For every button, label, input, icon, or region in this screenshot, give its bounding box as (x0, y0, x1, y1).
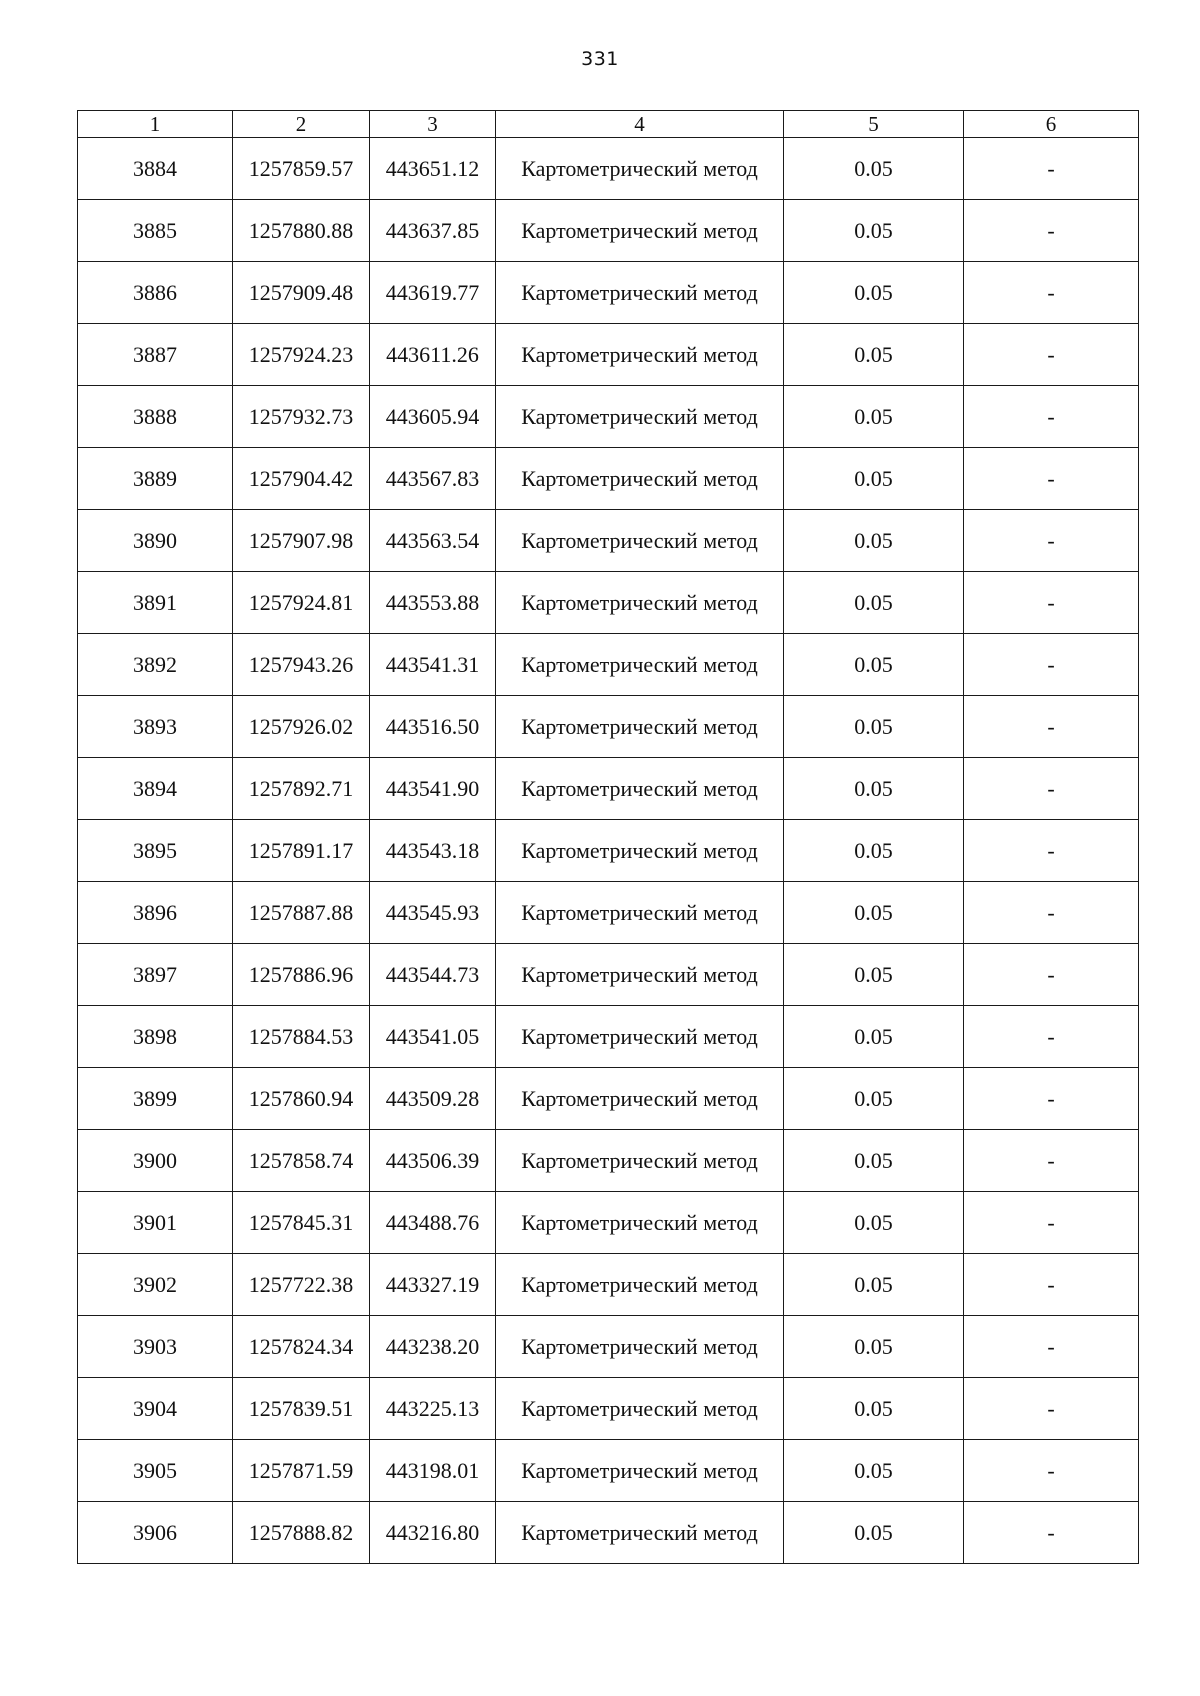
table-row (78, 1254, 1139, 1316)
y-coordinate-cell: 443506.39 (370, 1130, 496, 1192)
x-coordinate-cell: 1257907.98 (233, 510, 370, 572)
y-coordinate-cell: 443488.76 (370, 1192, 496, 1254)
method-cell: Картометрический метод (496, 944, 784, 1006)
method-cell: Картометрический метод (496, 138, 784, 200)
table-row (78, 1440, 1139, 1502)
y-coordinate-cell: 443238.20 (370, 1316, 496, 1378)
note-cell: - (964, 262, 1139, 324)
table-row (78, 1502, 1139, 1564)
x-coordinate-cell: 1257845.31 (233, 1192, 370, 1254)
table-row (78, 138, 1139, 200)
note-cell: - (964, 1316, 1139, 1378)
point-number-cell: 3899 (78, 1068, 233, 1130)
point-number-cell: 3892 (78, 634, 233, 696)
method-cell: Картометрический метод (496, 324, 784, 386)
y-coordinate-cell: 443544.73 (370, 944, 496, 1006)
y-coordinate-cell: 443541.05 (370, 1006, 496, 1068)
x-coordinate-cell: 1257909.48 (233, 262, 370, 324)
note-cell: - (964, 572, 1139, 634)
x-coordinate-cell: 1257858.74 (233, 1130, 370, 1192)
accuracy-cell: 0.05 (784, 262, 964, 324)
x-coordinate-cell: 1257926.02 (233, 696, 370, 758)
y-coordinate-cell: 443553.88 (370, 572, 496, 634)
point-number-cell: 3887 (78, 324, 233, 386)
y-coordinate-cell: 443225.13 (370, 1378, 496, 1440)
method-cell: Картометрический метод (496, 820, 784, 882)
column-header: 5 (784, 111, 964, 138)
note-cell: - (964, 634, 1139, 696)
point-number-cell: 3897 (78, 944, 233, 1006)
x-coordinate-cell: 1257880.88 (233, 200, 370, 262)
accuracy-cell: 0.05 (784, 1316, 964, 1378)
y-coordinate-cell: 443637.85 (370, 200, 496, 262)
column-header: 4 (496, 111, 784, 138)
x-coordinate-cell: 1257891.17 (233, 820, 370, 882)
accuracy-cell: 0.05 (784, 1192, 964, 1254)
x-coordinate-cell: 1257886.96 (233, 944, 370, 1006)
column-header: 2 (233, 111, 370, 138)
x-coordinate-cell: 1257904.42 (233, 448, 370, 510)
table-row (78, 696, 1139, 758)
point-number-cell: 3890 (78, 510, 233, 572)
table-body (78, 138, 1139, 1564)
note-cell: - (964, 1192, 1139, 1254)
accuracy-cell: 0.05 (784, 944, 964, 1006)
note-cell: - (964, 758, 1139, 820)
accuracy-cell: 0.05 (784, 510, 964, 572)
method-cell: Картометрический метод (496, 696, 784, 758)
point-number-cell: 3889 (78, 448, 233, 510)
note-cell: - (964, 1130, 1139, 1192)
method-cell: Картометрический метод (496, 448, 784, 510)
method-cell: Картометрический метод (496, 386, 784, 448)
table-row (78, 1316, 1139, 1378)
accuracy-cell: 0.05 (784, 1378, 964, 1440)
y-coordinate-cell: 443216.80 (370, 1502, 496, 1564)
y-coordinate-cell: 443567.83 (370, 448, 496, 510)
table-row (78, 1130, 1139, 1192)
table-row (78, 820, 1139, 882)
accuracy-cell: 0.05 (784, 448, 964, 510)
point-number-cell: 3898 (78, 1006, 233, 1068)
note-cell: - (964, 1440, 1139, 1502)
x-coordinate-cell: 1257839.51 (233, 1378, 370, 1440)
method-cell: Картометрический метод (496, 634, 784, 696)
table-row (78, 386, 1139, 448)
x-coordinate-cell: 1257722.38 (233, 1254, 370, 1316)
method-cell: Картометрический метод (496, 758, 784, 820)
note-cell: - (964, 448, 1139, 510)
y-coordinate-cell: 443543.18 (370, 820, 496, 882)
table-row (78, 882, 1139, 944)
y-coordinate-cell: 443545.93 (370, 882, 496, 944)
method-cell: Картометрический метод (496, 1316, 784, 1378)
x-coordinate-cell: 1257859.57 (233, 138, 370, 200)
method-cell: Картометрический метод (496, 200, 784, 262)
x-coordinate-cell: 1257943.26 (233, 634, 370, 696)
note-cell: - (964, 1378, 1139, 1440)
accuracy-cell: 0.05 (784, 324, 964, 386)
table-row (78, 634, 1139, 696)
accuracy-cell: 0.05 (784, 138, 964, 200)
method-cell: Картометрический метод (496, 510, 784, 572)
note-cell: - (964, 324, 1139, 386)
accuracy-cell: 0.05 (784, 386, 964, 448)
accuracy-cell: 0.05 (784, 572, 964, 634)
y-coordinate-cell: 443651.12 (370, 138, 496, 200)
point-number-cell: 3893 (78, 696, 233, 758)
method-cell: Картометрический метод (496, 1254, 784, 1316)
x-coordinate-cell: 1257932.73 (233, 386, 370, 448)
header-row (78, 111, 1139, 138)
table-row (78, 1068, 1139, 1130)
point-number-cell: 3885 (78, 200, 233, 262)
table-row (78, 944, 1139, 1006)
y-coordinate-cell: 443327.19 (370, 1254, 496, 1316)
point-number-cell: 3902 (78, 1254, 233, 1316)
point-number-cell: 3891 (78, 572, 233, 634)
method-cell: Картометрический метод (496, 1006, 784, 1068)
point-number-cell: 3895 (78, 820, 233, 882)
note-cell: - (964, 882, 1139, 944)
point-number-cell: 3906 (78, 1502, 233, 1564)
note-cell: - (964, 1254, 1139, 1316)
accuracy-cell: 0.05 (784, 758, 964, 820)
note-cell: - (964, 1006, 1139, 1068)
point-number-cell: 3896 (78, 882, 233, 944)
x-coordinate-cell: 1257887.88 (233, 882, 370, 944)
point-number-cell: 3900 (78, 1130, 233, 1192)
method-cell: Картометрический метод (496, 572, 784, 634)
y-coordinate-cell: 443619.77 (370, 262, 496, 324)
table-row (78, 200, 1139, 262)
page-number: 331 (581, 48, 619, 70)
table-row (78, 262, 1139, 324)
column-header: 6 (964, 111, 1139, 138)
table-row (78, 1192, 1139, 1254)
y-coordinate-cell: 443541.31 (370, 634, 496, 696)
table-row (78, 510, 1139, 572)
method-cell: Картометрический метод (496, 1378, 784, 1440)
note-cell: - (964, 820, 1139, 882)
x-coordinate-cell: 1257924.23 (233, 324, 370, 386)
point-number-cell: 3905 (78, 1440, 233, 1502)
y-coordinate-cell: 443198.01 (370, 1440, 496, 1502)
y-coordinate-cell: 443541.90 (370, 758, 496, 820)
y-coordinate-cell: 443516.50 (370, 696, 496, 758)
point-number-cell: 3901 (78, 1192, 233, 1254)
y-coordinate-cell: 443563.54 (370, 510, 496, 572)
point-number-cell: 3886 (78, 262, 233, 324)
method-cell: Картометрический метод (496, 882, 784, 944)
table-row (78, 1378, 1139, 1440)
point-number-cell: 3884 (78, 138, 233, 200)
accuracy-cell: 0.05 (784, 1068, 964, 1130)
accuracy-cell: 0.05 (784, 1502, 964, 1564)
column-header: 3 (370, 111, 496, 138)
accuracy-cell: 0.05 (784, 696, 964, 758)
method-cell: Картометрический метод (496, 1130, 784, 1192)
note-cell: - (964, 1068, 1139, 1130)
note-cell: - (964, 200, 1139, 262)
method-cell: Картометрический метод (496, 1440, 784, 1502)
y-coordinate-cell: 443605.94 (370, 386, 496, 448)
table-row (78, 758, 1139, 820)
accuracy-cell: 0.05 (784, 634, 964, 696)
x-coordinate-cell: 1257860.94 (233, 1068, 370, 1130)
table-row (78, 1006, 1139, 1068)
method-cell: Картометрический метод (496, 262, 784, 324)
note-cell: - (964, 386, 1139, 448)
note-cell: - (964, 1502, 1139, 1564)
x-coordinate-cell: 1257824.34 (233, 1316, 370, 1378)
x-coordinate-cell: 1257924.81 (233, 572, 370, 634)
method-cell: Картометрический метод (496, 1192, 784, 1254)
point-number-cell: 3888 (78, 386, 233, 448)
table-header (78, 111, 1139, 138)
table-row (78, 324, 1139, 386)
note-cell: - (964, 696, 1139, 758)
table-row (78, 448, 1139, 510)
method-cell: Картометрический метод (496, 1502, 784, 1564)
point-number-cell: 3903 (78, 1316, 233, 1378)
note-cell: - (964, 510, 1139, 572)
accuracy-cell: 0.05 (784, 882, 964, 944)
method-cell: Картометрический метод (496, 1068, 784, 1130)
point-number-cell: 3894 (78, 758, 233, 820)
x-coordinate-cell: 1257884.53 (233, 1006, 370, 1068)
accuracy-cell: 0.05 (784, 1440, 964, 1502)
accuracy-cell: 0.05 (784, 1130, 964, 1192)
point-number-cell: 3904 (78, 1378, 233, 1440)
note-cell: - (964, 944, 1139, 1006)
accuracy-cell: 0.05 (784, 1254, 964, 1316)
y-coordinate-cell: 443611.26 (370, 324, 496, 386)
x-coordinate-cell: 1257871.59 (233, 1440, 370, 1502)
x-coordinate-cell: 1257888.82 (233, 1502, 370, 1564)
accuracy-cell: 0.05 (784, 200, 964, 262)
accuracy-cell: 0.05 (784, 1006, 964, 1068)
column-header: 1 (78, 111, 233, 138)
note-cell: - (964, 138, 1139, 200)
y-coordinate-cell: 443509.28 (370, 1068, 496, 1130)
accuracy-cell: 0.05 (784, 820, 964, 882)
table-row (78, 572, 1139, 634)
x-coordinate-cell: 1257892.71 (233, 758, 370, 820)
coordinates-table (77, 110, 1139, 1564)
